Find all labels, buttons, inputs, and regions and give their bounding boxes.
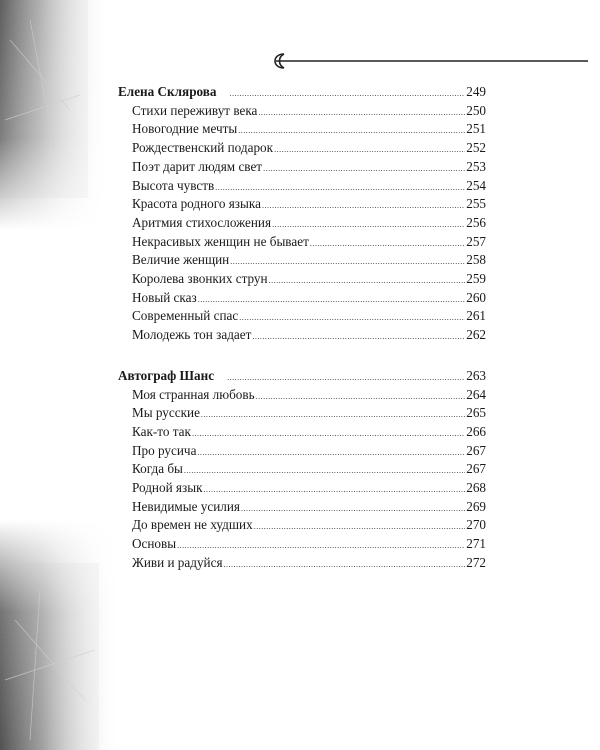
entry-title: Поэт дарит людям свет — [132, 158, 263, 174]
dot-leader — [258, 103, 465, 122]
toc-author-entry — [118, 368, 486, 387]
dot-leader — [262, 196, 465, 215]
toc-entry — [118, 308, 486, 327]
page-number: 270 — [466, 517, 486, 533]
page-number: 259 — [466, 271, 486, 287]
divider-ornament — [268, 50, 588, 72]
page-number: 254 — [466, 177, 486, 193]
dot-leader — [263, 159, 465, 178]
page-number: 268 — [466, 480, 486, 496]
entry-title: Когда бы — [132, 461, 183, 477]
dot-leader — [192, 424, 465, 443]
entry-title: Родной язык — [132, 480, 203, 496]
entry-title: Величие женщин — [132, 252, 230, 268]
toc-entry — [118, 555, 486, 574]
dot-leader — [197, 443, 465, 462]
page-number: 256 — [466, 214, 486, 230]
page-number: 251 — [466, 121, 486, 137]
page-number: 267 — [466, 442, 486, 458]
entry-title: Как-то так — [132, 423, 191, 439]
toc-entry — [118, 103, 486, 122]
entry-title: Новогодние мечты — [132, 121, 238, 137]
page-number: 271 — [466, 536, 486, 552]
dot-leader — [254, 517, 466, 536]
table-of-contents — [118, 84, 486, 596]
entry-title: Мы русские — [132, 405, 200, 421]
page-number: 255 — [466, 196, 486, 212]
page-number: 260 — [466, 289, 486, 305]
toc-entry — [118, 290, 486, 309]
page-number: 258 — [466, 252, 486, 268]
author-name: Елена Склярова — [118, 84, 217, 99]
dot-leader — [241, 499, 465, 518]
toc-entry — [118, 536, 486, 555]
dot-leader — [230, 84, 466, 103]
dot-leader — [310, 234, 465, 253]
toc-entry — [118, 405, 486, 424]
entry-title: Молодежь тон задает — [132, 327, 252, 343]
page-number: 269 — [466, 498, 486, 514]
page-number: 253 — [466, 158, 486, 174]
entry-title: Современный спас — [132, 308, 239, 324]
page-number: 257 — [466, 233, 486, 249]
toc-entry — [118, 327, 486, 346]
toc-entry — [118, 178, 486, 197]
dot-leader — [177, 536, 465, 555]
page-number: 262 — [466, 327, 486, 343]
entry-title: Новый сказ — [132, 289, 197, 305]
toc-entry — [118, 271, 486, 290]
toc-entry — [118, 480, 486, 499]
toc-entry — [118, 461, 486, 480]
entry-title: Невидимые усилия — [132, 498, 240, 514]
entry-title: До времен не худших — [132, 517, 253, 533]
entry-title: Рождественский подарок — [132, 140, 274, 156]
toc-entry — [118, 252, 486, 271]
author-name: Автограф Шанс — [118, 367, 215, 383]
page-number: 267 — [466, 461, 486, 477]
entry-title: Красота родного языка — [132, 196, 261, 212]
dot-leader — [184, 461, 465, 480]
toc-section — [118, 368, 486, 574]
dot-leader — [269, 271, 466, 290]
toc-author-entry — [118, 84, 486, 103]
entry-title: Королева звонких струн — [132, 271, 268, 287]
entry-title: Высота чувств — [132, 177, 215, 193]
entry-title: Некрасивых женщин не бывает — [132, 233, 309, 249]
toc-entry — [118, 424, 486, 443]
toc-entry — [118, 387, 486, 406]
toc-entry — [118, 196, 486, 215]
entry-title: Основы — [132, 536, 177, 552]
page-number: 264 — [466, 386, 486, 402]
page-number: 265 — [466, 405, 486, 421]
entry-title: Стихи переживут века — [132, 102, 258, 118]
toc-entry — [118, 215, 486, 234]
toc-section — [118, 84, 486, 346]
page-number: 252 — [466, 140, 486, 156]
dot-leader — [230, 252, 465, 271]
dot-leader — [272, 215, 465, 234]
toc-entry — [118, 121, 486, 140]
page-number: 249 — [466, 84, 486, 99]
dot-leader — [239, 308, 465, 327]
toc-entry — [118, 140, 486, 159]
toc-entry — [118, 517, 486, 536]
dot-leader — [227, 368, 465, 387]
page-number: 272 — [466, 554, 486, 570]
dot-leader — [224, 555, 466, 574]
dot-leader — [201, 405, 465, 424]
entry-title: Про русича — [132, 442, 197, 458]
dot-leader — [215, 178, 465, 197]
entry-title: Аритмия стихосложения — [132, 214, 272, 230]
dot-leader — [274, 140, 465, 159]
page-number: 250 — [466, 102, 486, 118]
page-number: 266 — [466, 423, 486, 439]
entry-title: Живи и радуйся — [132, 554, 223, 570]
toc-entry — [118, 159, 486, 178]
dot-leader — [256, 387, 466, 406]
dot-leader — [198, 290, 466, 309]
toc-entry — [118, 443, 486, 462]
toc-entry — [118, 499, 486, 518]
entry-title: Моя странная любовь — [132, 386, 255, 402]
page-number: 263 — [466, 367, 486, 383]
dot-leader — [238, 121, 465, 140]
dot-leader — [203, 480, 465, 499]
toc-entry — [118, 234, 486, 253]
dot-leader — [252, 327, 465, 346]
page-number: 261 — [466, 308, 486, 324]
